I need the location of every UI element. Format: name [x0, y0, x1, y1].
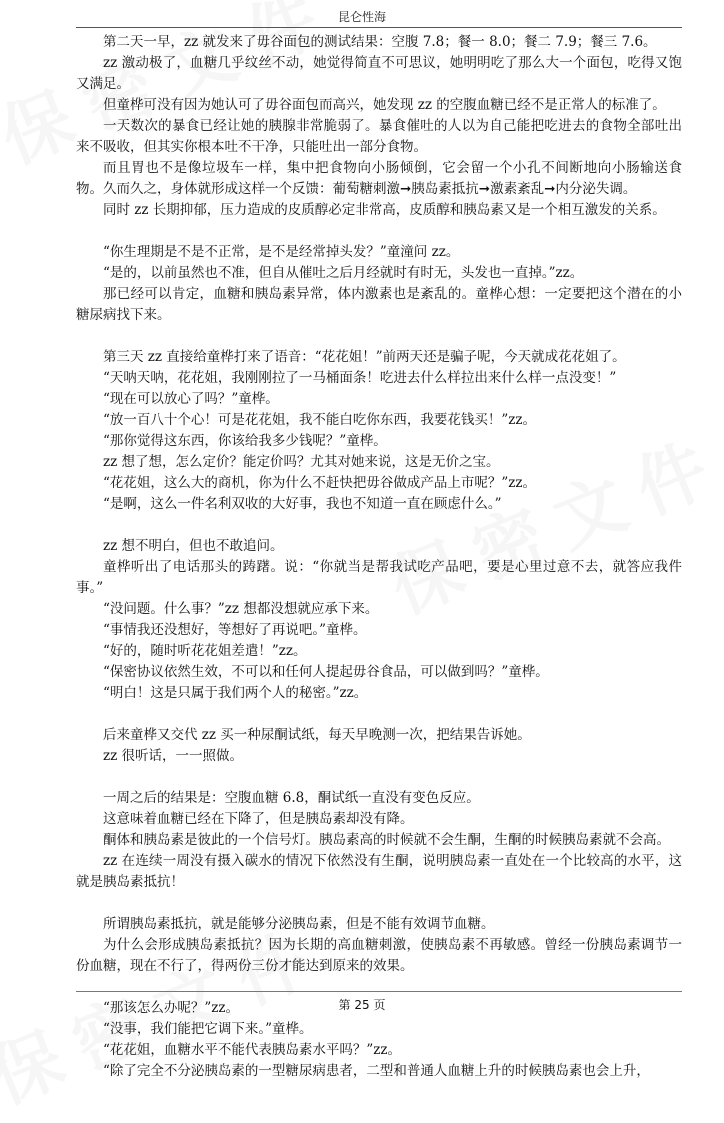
paragraph: “好的，随时听花花姐差遣！”zz。 — [103, 643, 307, 659]
paragraph: “保密协议依然生效，不可以和任何人提起毋谷食品，可以做到吗？”童桦。 — [103, 664, 549, 680]
paragraph: 而且胃也不是像垃圾车一样，集中把食物向小肠倾倒，它会留一个小孔不间断地向小肠输送食物。久而久之，身体就形成这样一个反馈：葡萄糖刺激➞胰岛素抵抗➞激素紊乱➞内分泌失调。 — [76, 160, 682, 197]
paragraph-spacer — [76, 767, 682, 788]
header-divider — [76, 27, 682, 28]
paragraph: 第三天 zz 直接给童桦打来了语音：“花花姐！”前两天还是骗子呢，今天就成花花姐了。 — [103, 349, 626, 365]
paragraph: 这意味着血糖已经在下降了，但是胰岛素却没有降。 — [103, 811, 414, 827]
page-number: 第 25 页 — [338, 998, 386, 1012]
paragraph: zz 想了想，怎么定价？能定价吗？尤其对她来说，这是无价之宝。 — [103, 454, 500, 470]
paragraph: “事情我还没想好，等想好了再说吧。”童桦。 — [103, 622, 367, 638]
paragraph: “明白！这是只属于我们两个人的秘密。”zz。 — [103, 685, 368, 701]
paragraph: “花花姐，这么大的商机，你为什么不赶快把毋谷做成产品上市呢？”zz。 — [103, 475, 537, 491]
paragraph: “那你觉得这东西，你该给我多少钱呢？”童桦。 — [103, 433, 387, 449]
paragraph-spacer — [76, 221, 682, 242]
paragraph: “天呐天呐，花花姐，我刚刚拉了一马桶面条！吃进去什么样拉出来什么样一点没变！” — [103, 370, 617, 386]
paragraph: 所谓胰岛素抵抗，就是能够分泌胰岛素，但是不能有效调节血糖。 — [103, 916, 495, 932]
paragraph: 后来童桦又交代 zz 买一种尿酮试纸，每天早晚测一次，把结果告诉她。 — [103, 727, 531, 743]
paragraph: “是啊，这么一件名利双收的大好事，我也不知道一直在顾虑什么。” — [103, 496, 502, 512]
paragraph: “没问题。什么事？”zz 想都没想就应承下来。 — [103, 601, 379, 617]
document-body — [76, 32, 682, 1082]
paragraph: “是的，以前虽然也不准，但自从催吐之后月经就时有时无，头发也一直掉。”zz。 — [103, 265, 584, 281]
paragraph: “现在可以放心了吗？”童桦。 — [103, 391, 279, 407]
footer-divider — [76, 991, 682, 992]
paragraph-spacer — [76, 704, 682, 725]
paragraph: “那该怎么办呢？”zz。 — [103, 1000, 240, 1016]
paragraph-spacer — [76, 515, 682, 536]
paragraph: 酮体和胰岛素是彼此的一个信号灯。胰岛素高的时候就不会生酮，生酮的时候胰岛素就不会高。 — [103, 832, 670, 848]
paragraph: “你生理期是不是不正常，是不是经常掉头发？”童潼问 zz。 — [103, 244, 460, 260]
paragraph: zz 想不明白，但也不敢追问。 — [103, 538, 284, 554]
paragraph: 同时 zz 长期抑郁，压力造成的皮质醇必定非常高，皮质醇和胰岛素又是一个相互激发的关系。 — [103, 202, 666, 218]
paragraph: 第二天一早，zz 就发来了毋谷面包的测试结果：空腹 7.8；餐一 8.0；餐二 7.9；餐三 7.6。 — [103, 34, 657, 50]
paragraph: 但童桦可没有因为她认可了毋谷面包而高兴，她发现 zz 的空腹血糖已经不是正常人的标准了。 — [103, 97, 666, 113]
paragraph: “除了完全不分泌胰岛素的一型糖尿病患者，二型和普通人血糖上升的时候胰岛素也会上升， — [103, 1063, 650, 1079]
page-header-title: 昆仑性海 — [337, 10, 386, 24]
paragraph: “放一百八十个心！可是花花姐，我不能白吃你东西，我要花钱买！”zz。 — [103, 412, 537, 428]
paragraph-spacer — [76, 893, 682, 914]
paragraph: zz 在连续一周没有摄入碳水的情况下依然没有生酮，说明胰岛素一直处在一个比较高的水平，这就是胰岛素抵抗！ — [76, 853, 682, 890]
paragraph: 那已经可以肯定，血糖和胰岛素异常，体内激素也是紊乱的。童桦心想：一定要把这个潜在的小糖尿病找下来。 — [76, 286, 682, 323]
paragraph: 一天数次的暴食已经让她的胰腺非常脆弱了。暴食催吐的人以为自己能把吃进去的食物全部吐出来不吸收，但其实你根本吐不干净，只能吐出一部分食物。 — [76, 118, 682, 155]
paragraph: “花花姐，血糖水平不能代表胰岛素水平吗？”zz。 — [103, 1042, 402, 1058]
paragraph: zz 很听话，一一照做。 — [103, 748, 244, 764]
paragraph-spacer — [76, 326, 682, 347]
paragraph: 一周之后的结果是：空腹血糖 6.8，酮试纸一直没有变色反应。 — [103, 790, 480, 806]
paragraph: “没事，我们能把它调下来。”童桦。 — [103, 1021, 313, 1037]
paragraph: 童桦听出了电话那头的踌躇。说：“你就当是帮我试吃产品吧，要是心里过意不去，就答应我件事。” — [76, 559, 682, 596]
paragraph: zz 激动极了，血糖几乎纹丝不动，她觉得简直不可思议，她明明吃了那么大一个面包，吃得又饱又满足。 — [76, 55, 682, 92]
paragraph: 为什么会形成胰岛素抵抗？因为长期的高血糖刺激，使胰岛素不再敏感。曾经一份胰岛素调节一份血糖，现在不行了，得两份三份才能达到原来的效果。 — [76, 937, 682, 974]
paragraph-spacer — [76, 977, 682, 998]
